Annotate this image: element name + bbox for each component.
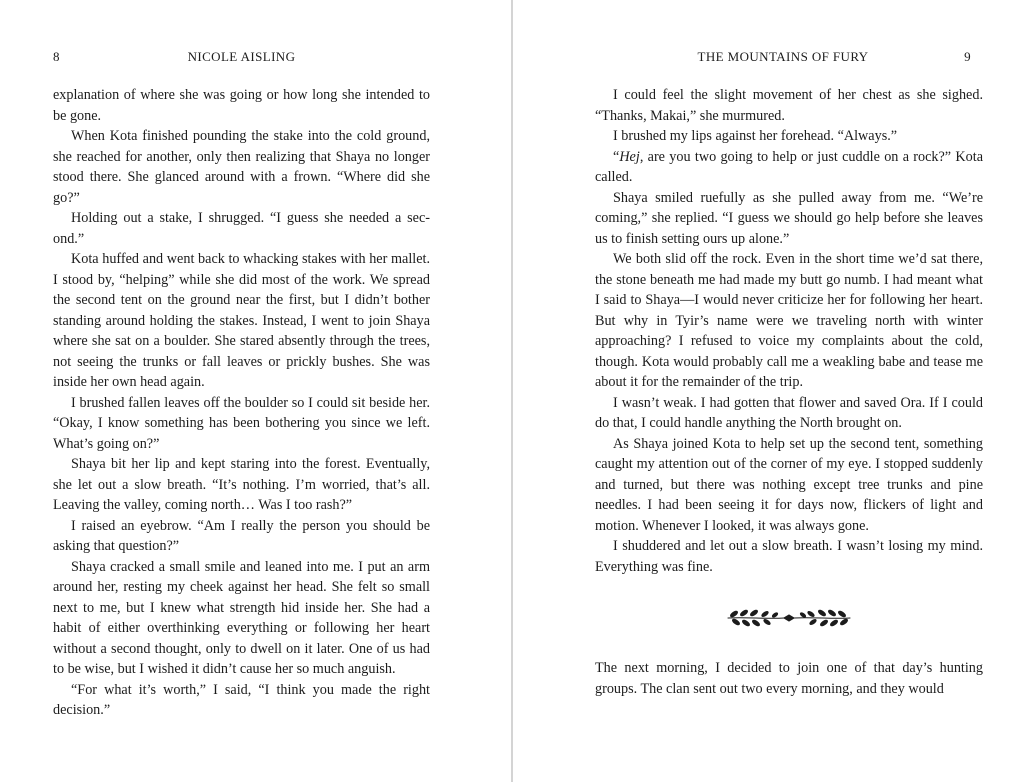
- left-page-body: [53, 85, 430, 721]
- right-page-header: [595, 48, 971, 66]
- leafy-vine-ornament-icon: [726, 606, 852, 630]
- paragraph: Holding out a stake, I shrugged. “I guess she needed a second.”: [53, 210, 430, 247]
- paragraph: Shaya cracked a small smile and leaned into me. I put an arm around her, resting my cheek against her head. She felt so small next to me, but I knew what strength hid inside her. She had a habit of either overthinking everything or following her heart without a second thought, only to dwell on it later. One of us had to be wise, but I wished it didn’t cause her so much anguish.: [53, 558, 430, 677]
- section-break: [595, 597, 983, 638]
- paragraph: I raised an eyebrow. “Am I really the person you should be asking that question?”: [53, 517, 430, 554]
- paragraph-hej: [595, 147, 983, 188]
- right-page-body: [595, 85, 983, 699]
- paragraph: I could feel the slight movement of her chest as she sighed. “Thanks, Makai,” she murmured.: [595, 87, 983, 124]
- paragraph: explanation of where she was going or how long she intended to be gone.: [53, 87, 430, 124]
- paragraph: I brushed fallen leaves off the boulder so I could sit beside her. “Okay, I know something has been bothering you since we left. What’s going on?”: [53, 394, 430, 452]
- paragraph-rest: , are you two going to help or just cuddle on a rock?” Kota called.: [595, 148, 983, 185]
- paragraph: I shuddered and let out a slow breath. I wasn’t losing my mind. Everything was fine.: [595, 538, 983, 575]
- left-page-header: [53, 48, 430, 66]
- paragraph: I brushed my lips against her forehead. “Always.”: [613, 128, 898, 144]
- paragraph: When Kota finished pounding the stake into the cold ground, she reached for another, only then realizing that Shaya no longer stood there. She glanced around with a frown. “Where did she go?”: [53, 128, 430, 206]
- paragraph: Shaya smiled ruefully as she pulled away from me. “We’re coming,” she replied. “I guess we should go help before she leaves us to finish setting ours up alone.”: [595, 189, 983, 247]
- italic-word: Hej: [619, 148, 640, 165]
- paragraph: Shaya bit her lip and kept staring into the forest. Eventually, she let out a slow breath. “It’s nothing. I’m worried, that’s all. Leaving the valley, coming north… Was I too rash?”: [53, 456, 430, 513]
- running-head-author: NICOLE AISLING: [187, 49, 296, 64]
- page-number: 9: [964, 49, 971, 64]
- paragraph: As Shaya joined Kota to help set up the second tent, something caught my attention out of the corner of my eye. I stopped suddenly and turned, but there was nothing except tree trunks and pine needles. I had been seeing it for days now, flickers of light and motion. Whenever I looked, it was always gone.: [595, 435, 983, 534]
- paragraph: The next morning, I decided to join one of that day’s hunting groups. The clan sent out two every morning, and they would: [595, 660, 983, 697]
- left-page: [0, 0, 511, 782]
- paragraph: I wasn’t weak. I had gotten that flower and saved Ora. If I could do that, I could handle anything the North brought on.: [595, 394, 983, 431]
- paragraph: We both slid off the rock. Even in the short time we’d sat there, the stone beneath me had made my butt go numb. I had meant what I said to Shaya—I would never criticize her for following her heart. But why in Tyir’s name were we traveling north with winter approaching? I refused to voice my complaints about the cold, though. Kota would probably call me a weakling babe and tease me about it for the remainder of the trip.: [595, 251, 983, 390]
- paragraph: “For what it’s worth,” I said, “I think you made the right decision.”: [53, 681, 430, 718]
- right-page: [513, 0, 1024, 782]
- page-number: 8: [53, 49, 60, 64]
- running-head-title: THE MOUNTAINS OF FURY: [697, 49, 869, 64]
- open-quote: “: [613, 148, 620, 165]
- paragraph: Kota huffed and went back to whacking stakes with her mallet. I stood by, “helping” while she did most of the work. We spread the second tent on the ground near the first, but I didn’t bother standing around holding the stakes. Instead, I went to join Shaya where she sat on a boulder. She stared absently through the trees, not seeing the trunks or fall leaves or prickly bushes. She was inside her own head again.: [53, 251, 430, 390]
